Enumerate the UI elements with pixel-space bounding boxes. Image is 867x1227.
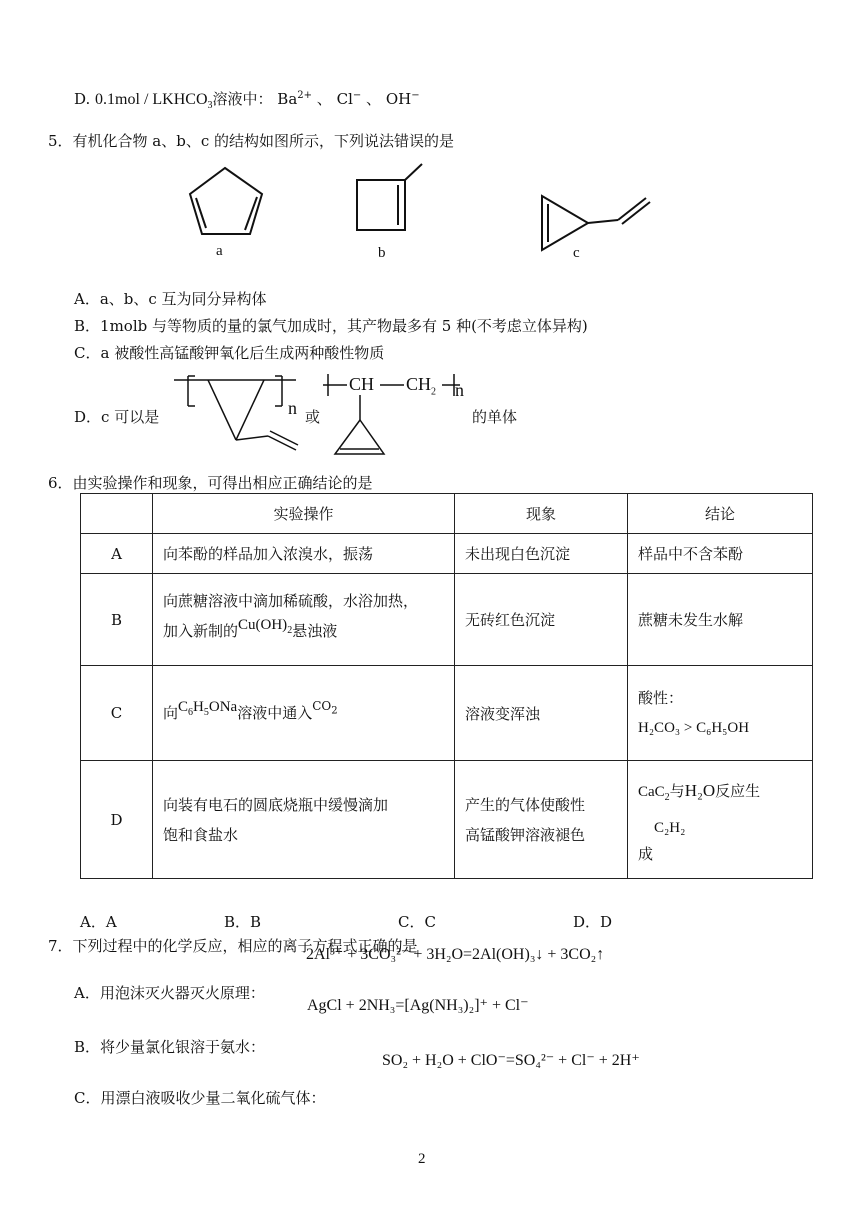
q5-option-c: C．a 被酸性高锰酸钾氧化后生成两种酸性物质 xyxy=(74,344,385,362)
q5-option-d-prefix: D．c 可以是 xyxy=(74,408,160,426)
label-b: b xyxy=(378,245,386,261)
row-operation-line: 向蔗糖溶液中滴加稀硫酸，水浴加热， xyxy=(163,592,419,610)
row-operation-line: 饱和食盐水 xyxy=(163,825,239,844)
label-c: c xyxy=(573,245,580,261)
q6-choice-a: A．A xyxy=(80,913,117,931)
q7-option-a: A．用泡沫灭火器灭火原理： xyxy=(74,984,265,1002)
table-header-cell: 现象 xyxy=(455,494,628,534)
row-conclusion xyxy=(628,666,813,761)
q5-option-d-suffix: 的单体 xyxy=(472,408,518,426)
row-operation: 向$C_6H_5ONa$溶液中通入$^{CO_2}$ xyxy=(153,666,455,761)
experiment-table xyxy=(80,493,813,879)
concentration-formula: $0.1mol / LKHCO_3$ xyxy=(95,91,213,112)
row-phenomenon: 未出现白色沉淀 xyxy=(455,534,628,574)
row-label: D xyxy=(81,761,153,879)
row-phenomenon: 无砖红色沉淀 xyxy=(455,574,628,666)
table-row xyxy=(81,534,813,574)
structure-b-diagram xyxy=(350,160,440,240)
q4-option-d xyxy=(74,88,420,111)
row-conclusion: 样品中不含苯酚 xyxy=(628,534,813,574)
separator: 、 xyxy=(316,90,332,108)
q6-stem: 6．由实验操作和现象，可得出相应正确结论的是 xyxy=(48,474,373,492)
ion-cl: Cl− xyxy=(336,90,362,108)
row-conclusion-line: C₂H₂ xyxy=(654,819,686,836)
row-conclusion-line: 成 xyxy=(638,844,654,863)
q5-option-d-or: 或 xyxy=(305,408,321,426)
polymer-1-diagram xyxy=(170,368,300,463)
q5-option-a: A．a、b、c 互为同分异构体 xyxy=(74,290,267,308)
page-number: 2 xyxy=(418,1151,426,1167)
row-conclusion-line: 酸性： xyxy=(638,689,684,707)
q7-option-c: C．用漂白液吸收少量二氧化硫气体： xyxy=(74,1089,326,1107)
row-conclusion xyxy=(628,761,813,879)
q4d-text: 溶液中： xyxy=(212,90,273,108)
ion-oh: OH− xyxy=(385,90,420,108)
row-operation: 向苯酚的样品加入浓溴水，振荡 xyxy=(153,534,455,574)
polymer-2-ch2: $CH_2$ xyxy=(406,374,437,398)
row-conclusion-line: CaC$_2$与H₂O反应生 xyxy=(638,780,761,803)
table-header-row xyxy=(81,494,813,534)
q7-option-b: B．将少量氯化银溶于氨水： xyxy=(74,1038,266,1056)
structure-a-diagram xyxy=(180,160,280,240)
ion-ba: $Ba^{2+}$ xyxy=(277,90,313,108)
row-operation-line: 向装有电石的圆底烧瓶中缓慢滴加 xyxy=(163,795,389,814)
row-phenomenon: 溶液变浑浊 xyxy=(455,666,628,761)
q5-stem: 5．有机化合物 a、b、c 的结构如图所示，下列说法错误的是 xyxy=(48,132,455,150)
q7-stem: 7．下列过程中的化学反应，相应的离子方程式正确的是 xyxy=(48,937,418,955)
table-row xyxy=(81,666,813,761)
row-phenomenon-line: 产生的气体使酸性 xyxy=(465,795,586,814)
option-letter: D. xyxy=(74,90,91,108)
row-conclusion: 蔗糖未发生水解 xyxy=(628,574,813,666)
q6-choice-b: B．B xyxy=(224,913,262,931)
table-row xyxy=(81,761,813,879)
row-label: C xyxy=(81,666,153,761)
polymer-2-diagram xyxy=(320,370,480,460)
row-operation xyxy=(153,574,455,666)
row-operation-line: 加入新制的$Cu(OH)_2$悬浊液 xyxy=(163,617,338,640)
q6-choice-d: D．D xyxy=(573,913,613,931)
row-label: A xyxy=(81,534,153,574)
polymer-1-n: n xyxy=(288,398,297,418)
equation-b: AgCl + 2NH₃=[Ag(NH₃)₂]⁺ + Cl⁻ xyxy=(307,997,529,1014)
table-header-cell: 结论 xyxy=(628,494,813,534)
equation-c: SO₂ + H₂O + ClO⁻=SO₄²⁻ + Cl⁻ + 2H⁺ xyxy=(382,1052,640,1069)
label-a: a xyxy=(216,243,223,259)
row-phenomenon-line: 高锰酸钾溶液褪色 xyxy=(465,825,586,844)
polymer-2-n: n xyxy=(455,380,464,400)
row-phenomenon xyxy=(455,761,628,879)
structure-c-diagram xyxy=(536,190,666,260)
row-operation xyxy=(153,761,455,879)
separator: 、 xyxy=(366,90,382,108)
q6-choice-c: C．C xyxy=(398,913,436,931)
polymer-2-ch: CH xyxy=(349,374,375,394)
q5-option-b: B．1molb 与等物质的量的氯气加成时，其产物最多有 5 种(不考虑立体异构) xyxy=(74,317,588,335)
equation-a: 2Al³⁺ + 3CO₃²⁻ + 3H₂O=2Al(OH)₃↓ + 3CO₂↑ xyxy=(306,946,605,963)
row-label: B xyxy=(81,574,153,666)
row-conclusion-line: H₂CO₃ > C₆H₅OH xyxy=(638,720,750,736)
table-header-cell xyxy=(81,494,153,534)
table-header-cell: 实验操作 xyxy=(153,494,455,534)
table-row xyxy=(81,574,813,666)
